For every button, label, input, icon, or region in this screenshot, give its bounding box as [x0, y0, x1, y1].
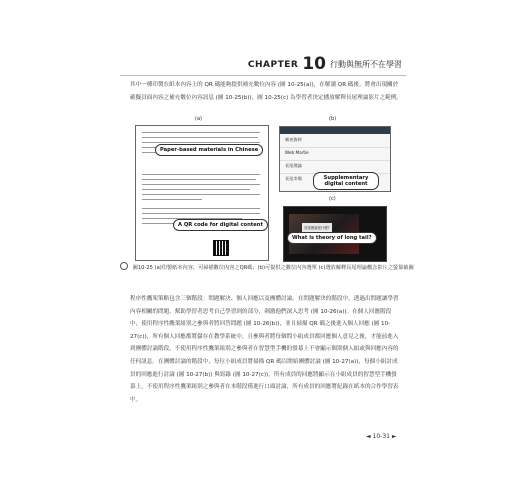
paragraph-intro: 其中一種印製在紙本內容上的 QR 碼能夠提供補充數位內容 (圖 10-25(a))，在解讀 QR 碼後，將會出現關於確擬頁面內容之補充數位內容訊息 (圖 10-25(b))，圖 10-25(c) 為學習者決定播放解釋長尾理論影片之範例。 — [130, 82, 402, 101]
callout-paper-materials: Paper-based materials in Chinese — [155, 144, 263, 156]
menu-item: Web Martie — [285, 150, 309, 155]
header-rule — [120, 75, 406, 76]
menu-item: 長尾市場 — [285, 176, 302, 181]
video-caption: 長尾理論是什麼? — [302, 223, 332, 232]
chapter-number: 10 — [302, 54, 326, 74]
figure-label-c: (c) — [329, 196, 336, 202]
page-number: ◄ 10-31 ► — [366, 433, 397, 440]
callout-supplementary-content: Supplementary digital content — [313, 172, 379, 190]
figure-label-b: (b) — [329, 116, 337, 122]
figure-label-a: (a) — [195, 116, 202, 122]
chapter-word: CHAPTER — [247, 59, 299, 70]
callout-qr-code: A QR code for digital content — [173, 219, 268, 231]
chapter-header — [248, 56, 402, 73]
figure-caption — [120, 262, 420, 272]
menu-item: 補充資料 — [285, 137, 302, 142]
caption-number: 圖10-25 — [132, 265, 153, 271]
caption-text: (a)印製紙本內容，可掃描數位內容之QR碼；(b)可提供之數位內容選單 (c)選放解釋長尾理論概念影片之螢幕截圖 — [154, 265, 414, 271]
figure-10-25 — [133, 116, 391, 261]
paragraph-strategy: 程序性鷹架策略包含三個階段：問題解決、個人回應以及團體討論。在問題解決的階段中，透過出問題讓學習內容相關的問題，幫助學習者思考自己學習到的部分，刺激他們深入思考 (圖 10-26(a))。在個人回應階段中，使用程序性鷹架組別之參與者將回答問題 (圖 10-26(b))，並且掃描 QR 碼之後進入個人回應 (圖 10-27(c))，所有個人回應都將儲存在教學系統中，且參與者將每個問小組成員都回應個人意見之後，才能前進入到團體討論階段。不使用程序性鷹架組別之參與者在智慧型手機的螢幕上不會顯示個別個人組或與回應內容的任何訊息。在團體討論的階段中，每位小組成員將掃描 QR 碼以開始團體討論 (圖 10-27(a))，每個小組討成員的回應進行討論 (圖 10-27(b)) 與寫錄 (圖 10-27(c))，所有成員的回應將顯示在小組成員的智慧型手機螢幕上。不使用程序性鷹架組別之參與者在本階段僅進行口頭討論，所有成員的回應將紀錄在紙本的合作學習表中。 — [130, 296, 399, 403]
menu-item: 長尾理論 — [285, 163, 302, 168]
figure-bullet-icon — [120, 262, 128, 270]
qr-code-image — [213, 240, 229, 256]
callout-long-tail-question: What is theory of long tail? — [287, 232, 377, 244]
chapter-title: 行動與無所不在學習 — [330, 60, 402, 69]
